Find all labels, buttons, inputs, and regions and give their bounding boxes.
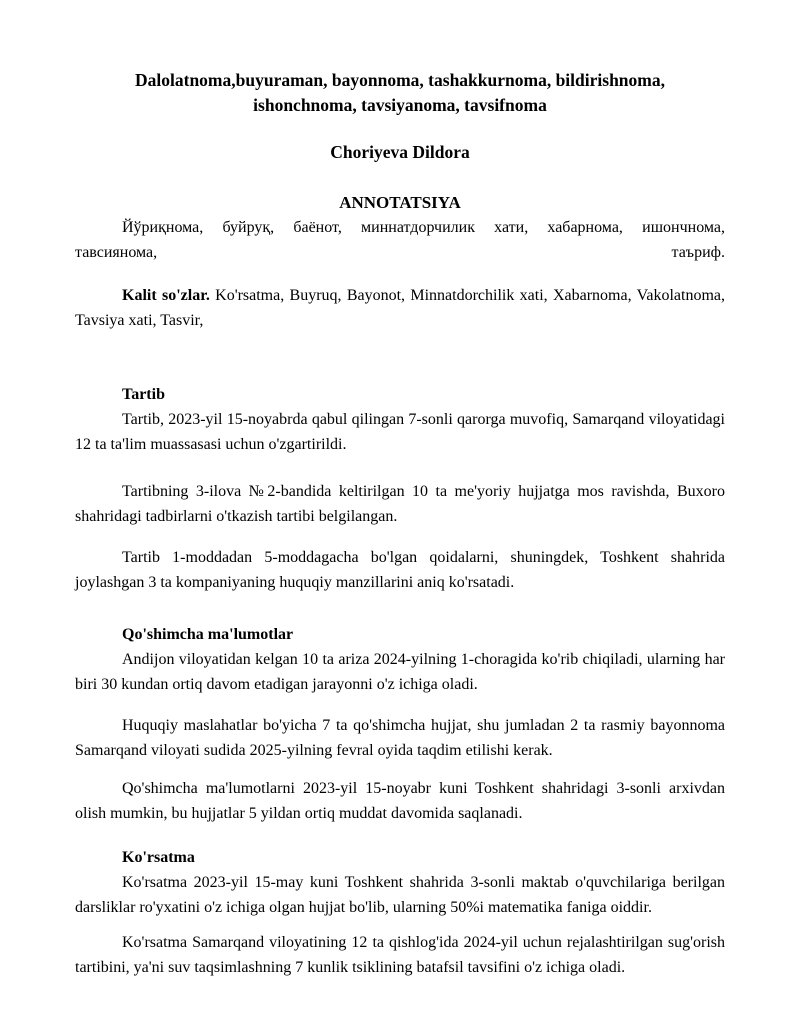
section-heading-korsatma: Ko'rsatma [122,849,195,866]
paragraph-tartib-1: Tartib, 2023-yil 15-noyabrda qabul qilingan 7-sonli qarorga muvofiq, Samarqand viloyatidagi 12 ta ta'lim muassasasi uchun o'zgartirildi. [75,411,725,453]
document-title [75,68,725,118]
annotation-heading: ANNOTATSIYA [339,193,461,212]
paragraph-qoshimcha-3: Qo'shimcha ma'lumotlarni 2023-yil 15-noyabr kuni Toshkent shahridagi 3-sonli arxivdan olish mumkin, bu hujjatlar 5 yildan ortiq muddat davomida saqlanadi. [75,780,725,822]
paragraph-korsatma-1: Ko'rsatma 2023-yil 15-may kuni Toshkent shahrida 3-sonli maktab o'quvchilariga berilgan darsliklar ro'yxatini o'z ichiga olgan hujjat bo'lib, ularning 50%i matematika faniga oiddir. [75,874,725,916]
annotation-line1: Йўриқнома, буйруқ, баёнот, миннатдорчилик хати, хабарнома, ишончнома, [122,219,725,236]
annotation-line2-left: тавсиянома, [75,244,158,261]
section-heading-tartib: Tartib [122,386,165,403]
keywords-label: Kalit so'zlar. [122,287,210,304]
section-heading-qoshimcha: Qo'shimcha ma'lumotlar [122,626,294,643]
paragraph-qoshimcha-1: Andijon viloyatidan kelgan 10 ta ariza 2024-yilning 1-choragida ko'rib chiqiladi, ularning har biri 30 kundan ortiq davom etadigan jarayonni o'z ichiga oladi. [75,651,725,693]
paragraph-qoshimcha-2: Huquqiy maslahatlar bo'yicha 7 ta qo'shimcha hujjat, shu jumladan 2 ta rasmiy bayonnoma Samarqand viloyati sudida 2025-yilning fevral oyida taqdim etilishi kerak. [75,717,725,759]
document-title-line1: Dalolatnoma,buyuraman, bayonnoma, tashakkurnoma, bildirishnoma, [135,70,665,90]
annotation-paragraph [75,215,725,265]
keywords-paragraph [75,283,725,333]
document-title-line2: ishonchnoma, tavsiyanoma, tavsifnoma [253,95,547,115]
paragraph-tartib-3: Tartib 1-moddadan 5-moddagacha bo'lgan qoidalarni, shuningdek, Toshkent shahrida joylashgan 3 ta kompaniyaning huquqiy manzillarini aniq ko'rsatadi. [75,549,725,591]
annotation-line2-right: таъриф. [671,244,725,261]
author-name: Choriyeva Dildora [330,142,470,162]
keywords-text: Ko'rsatma, Buyruq, Bayonot, Minnatdorchilik xati, Xabarnoma, Vakolatnoma, Tavsiya xati, Tasvir, [75,287,726,329]
paragraph-korsatma-2: Ko'rsatma Samarqand viloyatining 12 ta qishlog'ida 2024-yil uchun rejalashtirilgan sug'orish tartibini, ya'ni suv taqsimlashning 7 kunlik tsiklining batafsil tavsifini o'z ichiga oladi. [75,934,725,976]
annotation-line2 [75,240,725,265]
paragraph-tartib-2: Tartibning 3-ilova №2-bandida keltirilgan 10 ta me'yoriy hujjatga mos ravishda, Buxoro shahridagi tadbirlarni o'tkazish tartibi belgilangan. [75,483,725,525]
